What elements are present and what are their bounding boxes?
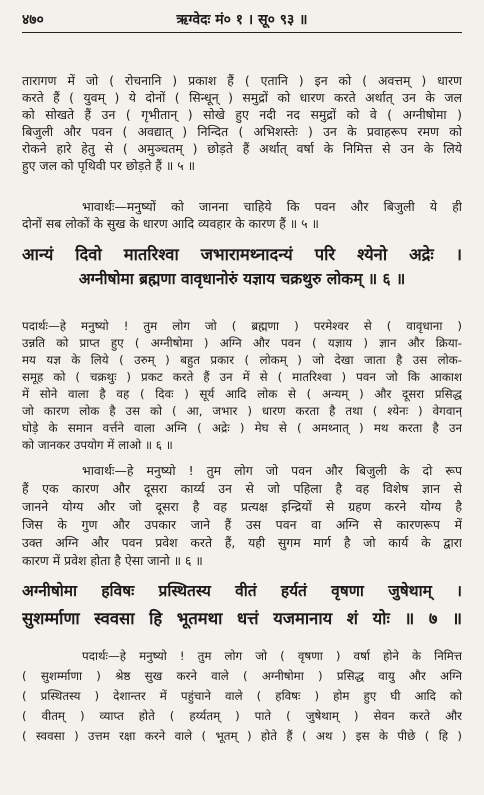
text-line: को सोखते हैं उन ( गृभीतान् ) सोखे हुए नदी नद समुद्रों को वे ( अग्नीषोमा )	[22, 107, 462, 122]
padartha-line: उन्नति को प्राप्त हुए ( अग्नीषोमा ) अग्नि और पवन ( यज्ञाय ) ज्ञान और क्रिया-	[22, 336, 462, 350]
bhavartha-line: उक्त अग्नि और पवन प्रवेश करते हैं, यही सुगम मार्ग है जो कार्य के द्वारा	[22, 535, 462, 550]
padartha-line: समूह को ( चक्रथुः ) प्रकट करते हैं उन में से ( मातरिश्वा ) पवन जो कि आकाश	[22, 370, 462, 384]
text-line: तारागण में जो ( रोचनानि ) प्रकाश हैं ( एतानि ) इन को ( अवत्तम् ) धारण	[22, 73, 462, 88]
verse-line: सुशर्म्माणा स्ववसा हि भूतमथा धत्तं यजमानाय शं योः ॥ ७ ॥	[22, 609, 462, 628]
text-line: हुए जल को पृथिवी पर छोड़ते हैं ॥ ५ ॥	[22, 158, 196, 173]
padartha-line: घोड़े के समान वर्त्तने वाला अग्नि ( अद्रेः ) मेघ से ( अमथ्नात् ) मथ करता है उन	[22, 421, 462, 435]
verse-line: अग्नीषोमा ब्रह्मणा वावृधानोरुं यज्ञाय चक्रथुरु लोकम् ॥ ६ ॥	[78, 269, 406, 288]
padartha-line: पदार्थः—हे मनुष्यो ! तुम लोग जो ( वृषणा ) वर्षा होने के निमित्त	[82, 649, 462, 663]
bhavartha-line: कारण में प्रवेश होता है ऐसा जानो ॥ ६ ॥	[22, 553, 203, 568]
page-number: ४७०	[22, 11, 44, 28]
bhavartha-line: जानने योग्य और जो दूसरा है वह प्रत्यक्ष इन्द्रियों से ग्रहण करने योग्य है	[22, 499, 462, 514]
text-line: बिजुली और पवन ( अवद्यात् ) निन्दित ( अभिशस्तेः ) उन के प्रवाहरूप रमण को	[22, 124, 462, 139]
padartha-line: को जानकर उपयोग में लाओ ॥ ६ ॥	[22, 438, 173, 452]
bhavartha-line: भावार्थः—हे मनुष्यो ! तुम लोग जो पवन और बिजुली के दो रूप	[82, 463, 462, 478]
bhavartha-line: हैं एक कारण और दूसरा कार्य्य उन से जो पहिला है वह विशेष ज्ञान से	[22, 481, 462, 496]
padartha-line: ( स्ववसा ) उत्तम रक्षा करने वाले ( भूतम् ) होते हैं ( अथ ) इस के पीछे ( हि )	[22, 729, 462, 743]
bhavartha-line: भावार्थः—मनुष्यों को जानना चाहिये कि पवन और बिजुली ये ही	[82, 199, 462, 214]
padartha-line: ( सुशर्म्माणा ) श्रेष्ठ सुख करने वाले ( अग्नीषोमा ) प्रसिद्ध वायु और अग्नि	[22, 669, 462, 683]
running-head: ऋग्वेदः मं० १ । सू० ९३ ॥	[176, 11, 308, 28]
padartha-line: में सोने वाला है वह ( दिवः ) सूर्य आदि लोक से ( अन्यम् ) और दूसरा प्रसिद्ध	[22, 387, 462, 401]
bhavartha-line: दोनों सब लोकों के सुख के धारण आदि व्यवहार के कारण हैं ॥ ५ ॥	[22, 216, 319, 231]
verse-line: आन्यं दिवो मातरिश्वा जभारामथ्नादन्यं परि श्येनो अद्रेः ।	[22, 245, 462, 264]
padartha-line: मय यज्ञ के लिये ( उरुम् ) बहुत प्रकार ( लोकम् ) जो देखा जाता है उस लोक-	[22, 353, 462, 367]
text-line: करते हैं ( युवम् ) ये दोनों ( सिन्धून् ) समुद्रों को धारण करते अर्थात् उन के जल	[22, 90, 462, 105]
verse-line: अग्नीषोमा हविषः प्रस्थितस्य वीतं हर्यतं वृषणा जुषेथाम् ।	[22, 581, 462, 600]
padartha-line: पदार्थः—हे मनुष्यो ! तुम लोग जो ( ब्रह्मणा ) परमेश्वर से ( वावृधाना )	[22, 319, 462, 333]
text-line: रोकने हारे हेतु से ( अमुञ्चतम् ) छोड़ते हैं अर्थात् वर्षा के निमित्त से उन के लिये	[22, 141, 462, 156]
padartha-line: जो कारण लोक है उस को ( आ, जभार ) धारण करता है तथा ( श्येनः ) वेगवान्	[22, 404, 462, 418]
padartha-line: ( वीतम् ) व्याप्त होते ( हर्य्यतम् ) पाते ( जुषेथाम् ) सेवन करते और	[22, 709, 462, 723]
page-header	[22, 6, 462, 33]
padartha-line: ( प्रस्थितस्य ) देशान्तर में पहुंचाने वाले ( हविषः ) होम हुए घी आदि को	[22, 689, 462, 703]
bhavartha-line: जिस के गुण और उपकार जाने हैं उस पवन वा अग्नि से कारणरूप में	[22, 517, 462, 532]
